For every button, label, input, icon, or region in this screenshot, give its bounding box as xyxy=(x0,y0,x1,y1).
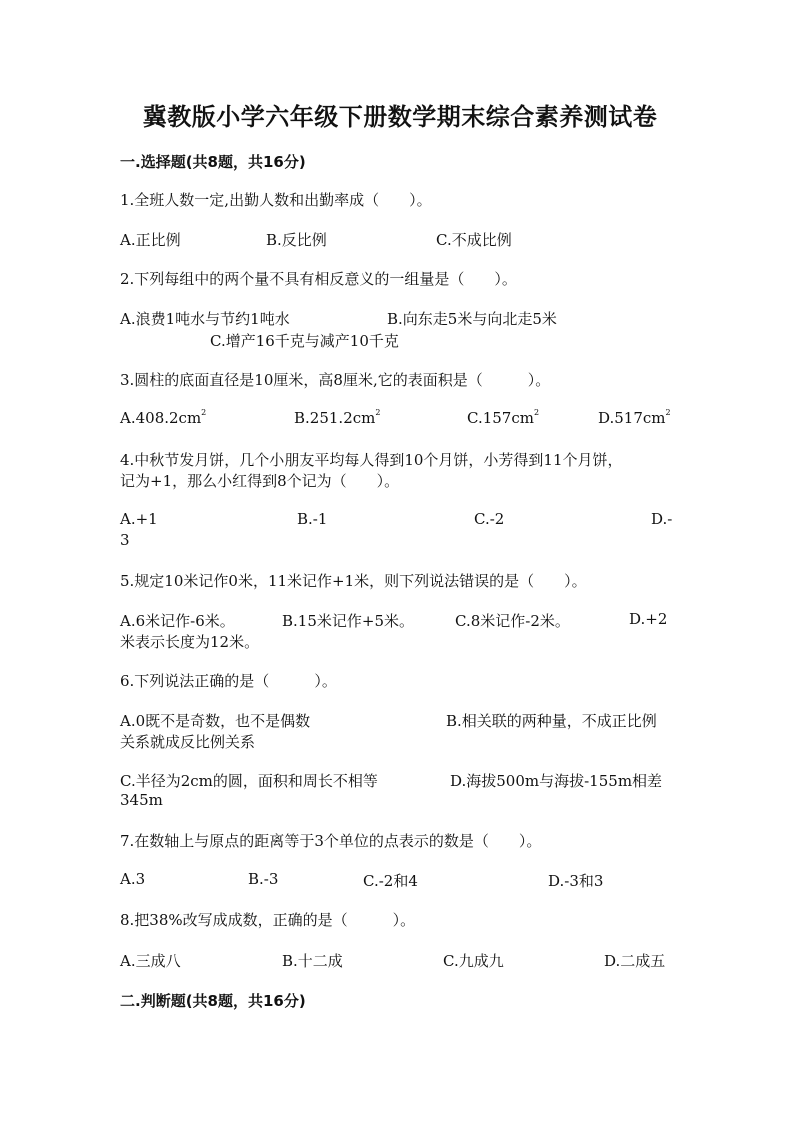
question-6-stem: 6.下列说法正确的是（ ）。 xyxy=(120,672,337,690)
question-8-option-b: B.十二成 xyxy=(282,952,343,970)
question-4-stem-line-2: 记为+1，那么小红得到8个记为（ ）。 xyxy=(120,472,400,490)
question-4-option-b: B.-1 xyxy=(297,510,328,528)
question-4-option-c: C.-2 xyxy=(474,510,505,528)
question-3-option-b: $B.251.2cm^2$ xyxy=(294,408,381,427)
question-5-option-b: B.15米记作+5米。 xyxy=(282,612,414,630)
question-3-option-d: $D.517cm^2$ xyxy=(598,408,671,427)
question-6-option-b-wrap: 关系就成反比例关系 xyxy=(120,733,256,751)
question-6-option-a: A.0既不是奇数，也不是偶数 xyxy=(120,712,311,730)
question-4-option-d-wrap: 3 xyxy=(120,531,130,549)
question-1-option-c: C.不成比例 xyxy=(436,231,512,249)
question-8-stem: 8.把38%改写成成数，正确的是（ ）。 xyxy=(120,911,416,929)
question-6-option-d-wrap: 345m xyxy=(120,791,163,809)
question-4-option-d: D.- xyxy=(651,510,673,528)
superscript-2: 2 xyxy=(201,408,207,417)
question-5-option-d-wrap: 米表示长度为12米。 xyxy=(120,633,260,651)
question-1-option-a: A.正比例 xyxy=(120,231,181,249)
question-7-stem: 7.在数轴上与原点的距离等于3个单位的点表示的数是（ ）。 xyxy=(120,832,542,850)
question-7-option-a: A.3 xyxy=(120,870,146,888)
question-7-option-b: B.-3 xyxy=(248,870,279,888)
question-5-option-a: A.6米记作-6米。 xyxy=(120,612,235,630)
question-1-option-b: B.反比例 xyxy=(266,231,327,249)
section-heading-true-false: 二.判断题(共8题，共16分) xyxy=(120,992,306,1010)
superscript-2: 2 xyxy=(375,408,381,417)
question-3-stem: 3.圆柱的底面直径是10厘米，高8厘米,它的表面积是（ ）。 xyxy=(120,371,551,389)
question-7-option-d: D.-3和3 xyxy=(548,872,604,890)
question-4-option-a: A.+1 xyxy=(120,510,158,528)
question-8-option-d: D.二成五 xyxy=(604,952,666,970)
question-6-option-c: C.半径为2cm的圆，面积和周长不相等 xyxy=(120,772,378,790)
question-4-stem-line-1: 4.中秋节发月饼，几个小朋友平均每人得到10个月饼，小芳得到11个月饼， xyxy=(120,451,623,469)
question-2-option-a: A.浪费1吨水与节约1吨水 xyxy=(120,310,290,328)
question-3-option-a: $A.408.2cm^2$ xyxy=(120,408,207,427)
question-3-option-c: $C.157cm^2$ xyxy=(467,408,540,427)
question-8-option-a: A.三成八 xyxy=(120,952,181,970)
superscript-2: 2 xyxy=(533,408,540,417)
question-2-option-c: C.增产16千克与减产10千克 xyxy=(210,332,399,350)
superscript-2: 2 xyxy=(665,408,671,417)
question-5-option-c: C.8米记作-2米。 xyxy=(455,612,570,630)
page-title: 冀教版小学六年级下册数学期末综合素养测试卷 xyxy=(142,103,658,131)
section-heading-choice: 一.选择题(共8题，共16分) xyxy=(120,153,306,171)
question-5-option-d: D.+2 xyxy=(629,610,668,628)
question-2-stem: 2.下列每组中的两个量不具有相反意义的一组量是（ ）。 xyxy=(120,270,517,288)
question-5-stem: 5.规定10米记作0米，11米记作+1米，则下列说法错误的是（ ）。 xyxy=(120,572,587,590)
question-8-option-c: C.九成九 xyxy=(443,952,504,970)
question-6-option-b: B.相关联的两种量，不成正比例 xyxy=(446,712,657,730)
question-1-stem: 1.全班人数一定,出勤人数和出勤率成（ ）。 xyxy=(120,191,432,209)
question-2-option-b: B.向东走5米与向北走5米 xyxy=(387,310,557,328)
question-7-option-c: C.-2和4 xyxy=(363,872,418,890)
question-6-option-d: D.海拔500m与海拔-155m相差 xyxy=(450,772,663,790)
